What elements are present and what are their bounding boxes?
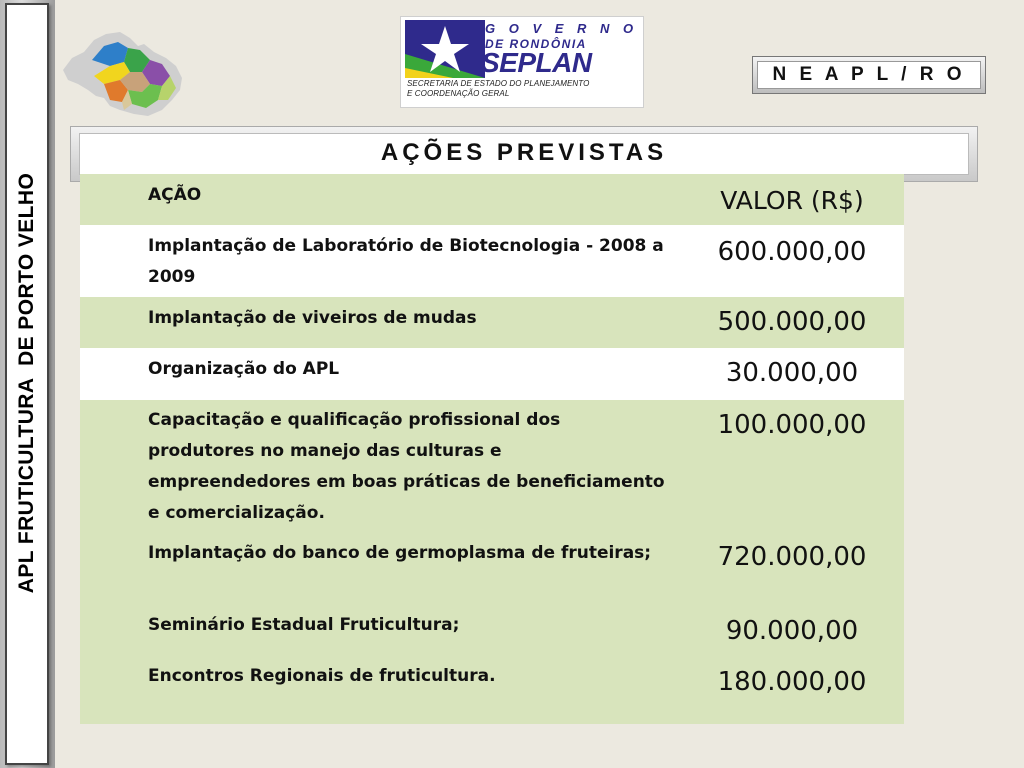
seplan-logo xyxy=(400,16,644,108)
table-header-row xyxy=(80,174,904,225)
row-action: Implantação de Laboratório de Biotecnologia - 2008 a 2009 xyxy=(148,236,664,287)
row-action: Organização do APL xyxy=(148,359,340,379)
row-value: 100.000,00 xyxy=(717,410,867,440)
table-row xyxy=(80,297,904,348)
table-row xyxy=(80,348,904,400)
actions-table xyxy=(80,174,904,724)
row-value: 600.000,00 xyxy=(717,237,867,267)
logo-seplan: SEPLAN xyxy=(481,47,592,78)
row-value: 90.000,00 xyxy=(725,616,859,646)
neapl-badge-label: N E A P L / R O xyxy=(757,61,981,89)
table-row xyxy=(80,225,904,297)
star-emblem-icon xyxy=(405,20,485,78)
table-row xyxy=(80,659,904,724)
row-action: Seminário Estadual Fruticultura; xyxy=(148,615,460,635)
row-action: Capacitação e qualificação profissional dos produtores no manejo das culturas e empreendedores em boas práticas de beneficiamento e comercialização. xyxy=(148,410,665,523)
neapl-badge xyxy=(752,56,986,94)
row-value: 500.000,00 xyxy=(717,307,867,337)
side-title: APL FRUTICULTURA DE PORTO VELHO xyxy=(15,172,38,594)
row-value: 720.000,00 xyxy=(717,542,867,572)
page-title: AÇÕES PREVISTAS xyxy=(380,139,668,166)
table-row xyxy=(80,400,904,536)
row-value: 30.000,00 xyxy=(725,358,859,388)
table-row xyxy=(80,608,904,659)
logo-governo: G O V E R N O xyxy=(485,21,639,36)
header-action: AÇÃO xyxy=(148,185,202,205)
row-value: 180.000,00 xyxy=(717,667,867,697)
logo-rondonia: DE RONDÔNIA xyxy=(485,37,587,51)
row-action: Implantação do banco de germoplasma de fruteiras; xyxy=(148,543,652,563)
table-row xyxy=(80,536,904,608)
row-action: Encontros Regionais de fruticultura. xyxy=(148,666,496,686)
row-action: Implantação de viveiros de mudas xyxy=(148,308,477,328)
logo-subtitle-1: SECRETARIA DE ESTADO DO PLANEJAMENTO xyxy=(407,79,590,88)
header-value: VALOR (R$) xyxy=(720,186,864,215)
logo-subtitle-2: E COORDENAÇÃO GERAL xyxy=(407,89,510,98)
rondonia-map-icon xyxy=(58,30,188,118)
